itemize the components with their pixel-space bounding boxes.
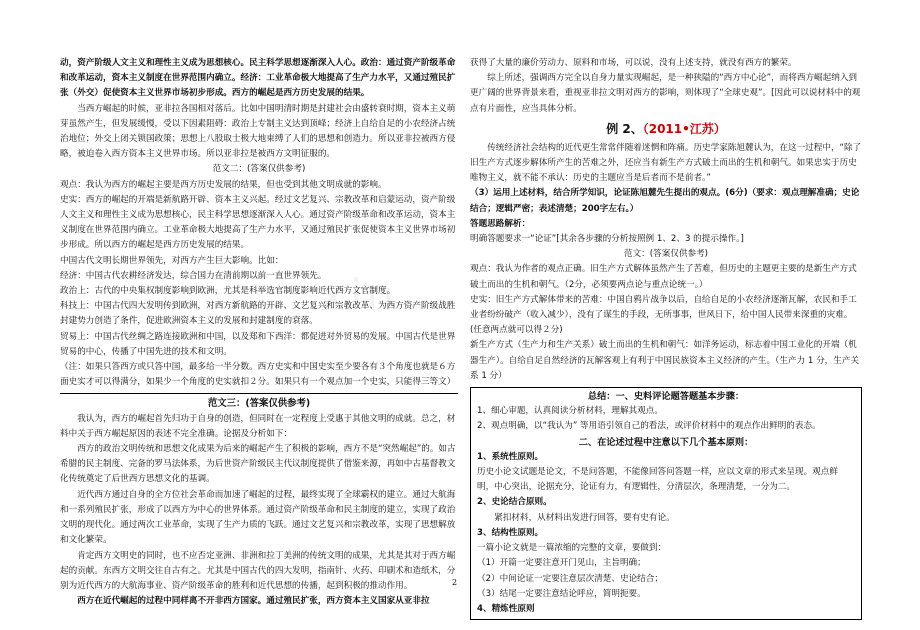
watermark: xin — [320, 270, 399, 321]
question-prompt: （3）运用上述材料，结合所学知识，论证陈旭麓先生提出的观点。(6分)（要求：观点理解准确；史论结合；逻辑严密；表述清楚；200字左右。） — [470, 188, 860, 214]
page-number: 2 — [452, 578, 458, 587]
essay2-viewpoint: 观点：我认为西方的崛起主要是西方历史发展的结果，但也受到其他文明成就的影响。 — [60, 179, 387, 190]
summary-box — [470, 387, 862, 620]
model-essay-title: 范文：(答案仅供参考) — [623, 249, 709, 260]
example-2-label: 例 2、 — [606, 121, 643, 136]
essay3-paragraph-4: 肯定西方文明史的同时，也不应否定亚洲、非洲和拉丁美洲的传统文明的成果，尤其是其对于西方崛起的贡献。东西方文明交往自古有之。尤其是中国古代的四大发明，指南针、火药、印刷术和造纸术，分别为近代西方的大航海事业、资产阶级革命的胜利和近代思想的传播，起到积极的推动作用。 — [60, 550, 456, 591]
right-paragraph-2: 综上所述，强调西方完全以自身力量实现崛起，是一种狭隘的“西方中心论”，而将西方崛起纳入到更广阔的世界背景来看，重视亚非拉文明对西方的影响，则体现了“全球史观”。[因此可以说材料中的观点有片面性，应当具体分析。 — [470, 73, 861, 114]
left-paragraph-2: 当西方崛起的时候，亚非拉各国相对落后。比如中国明清时期是封建社会由盛转衰时期，资本主义萌芽虽然产生，但发展缓慢，受以下因素阻碍：政治上专制主义达到顶峰；经济上自给自足的小农经济占统治地位；外交上闭关锁国政策；思想上八股取士极大地束缚了人们的思想和创造力。所以亚非拉被西方侵略，被迫卷入西方资本主义世界市场。所以亚非拉是被西方文明征服的。 — [60, 103, 456, 160]
left-paragraph-1: 动，资产阶级人文主义和理性主义成为思想核心。民主科学思想逐渐深入人心。政治：通过资产阶级革命和改革运动，资本主义制度在世界范围内确立。经济：工业革命极大地提高了生产力水平，又通过殖民扩张（外交）促使资本主义世界市场初步形成。西方的崛起是西方历史发展的结果。 — [60, 58, 456, 99]
essay2-note: （注：如果只答西方或只答中国，最多给一半分数。西方史实和中国史实至少要各有３个角度也就是６方面史实才可以得满分，如果少一个角度的史实就扣２分。如果只有一个观点加一个史实，只能得三等文） — [60, 362, 456, 388]
essay2-technology: 科技上：中国古代四大发明传到欧洲，对西方新航路的开辟、文艺复兴和宗教改革、为西方资产阶级战胜封建势力创造了条件，促进欧洲资本主义的发展和封建制度的衰落。 — [60, 301, 456, 327]
right-column — [470, 56, 862, 620]
essay2-facts: 史实：西方的崛起的开端是新航路开辟、资本主义兴起。经过文艺复兴、宗教改革和启蒙运动，资产阶级人文主义和理性主义成为思想核心，民主科学思想逐渐深入人心。通过资产阶级革命和改革运动，资本主义制度在世界范围内确立。工业革命极大地提高了生产力水平，又通过殖民扩张促使资本主义世界市场初步形成。所以西方的崛起是西方历史发展的结果。 — [60, 194, 456, 251]
essay3-paragraph-1: 我认为，西方的崛起首先归功于自身的创造，但同时在一定程度上受惠于其他文明的成就。总之，材料中关于西方崛起原因的表述不完全准确。论据及分析如下： — [60, 413, 456, 439]
analysis-title: 答题思路解析： — [470, 218, 531, 229]
analysis-step: 明确答题要求一“论证”[其余各步骤的分析按照例 1、2、3 的提示操作。] — [470, 234, 744, 245]
principle-2: 2、史论结合原则。 — [477, 497, 552, 508]
question-material: 传统经济社会结构的近代更生常常伴随着迷惘和阵痛。历史学家陈旭麓认为，在这一过程中，“除了旧生产方式逐步解体所产生的苦难之外，还应当有新生产方式破土而出的生机和朝气。如果忠实于历史唯物主义，就不能不承认：历史的主题应当是后者而不是前者。” — [470, 142, 862, 184]
model-essay-3-title: 范文三：(答案仅供参考) — [207, 398, 311, 410]
example-2-year: （2011•江苏） — [642, 121, 726, 136]
divider — [60, 393, 458, 394]
essay-new-mode: 新生产方式（生产力和生产关系）破土而出的生机和朝气：如洋务运动，标志着中国工业化的开端（机器生产）。自给自足自然经济的瓦解客观上有利于中国民族资本主义经济的产生。（生产力 1 分，生产关系 1 分） — [470, 340, 860, 381]
summary-step-1: 1、细心审题，认真阅读分析材料，理解其观点。 — [477, 406, 663, 417]
essay2-trade: 贸易上：中国古代丝绸之路连接欧洲和中国，以及郑和下西洋：都促进对外贸易的发展。中国古代是世界贸易的中心，传播了中国先进的技术和文明。 — [60, 331, 456, 357]
principle-3-item-1: （1）开篇一定要注意开门见山，主旨明确； — [477, 558, 646, 569]
model-essay-2-title: 范文二：(答案仅供参考) — [212, 164, 306, 175]
example-2-heading — [470, 119, 862, 139]
essay-viewpoint: 观点：我认为作者的观点正确。旧生产方式解体虽然产生了苦难，但历史的主题更主要的是新生产方式破土而出的生机和朝气。（2分，必须要两点论与重点论统一。） — [470, 264, 857, 290]
principle-1: 1、系统性原则。 — [477, 451, 544, 462]
essay3-paragraph-3: 近代西方通过自身的全方位社会革命而加速了崛起的过程，最终实现了全球霸权的建立。通过大航海和一系列殖民扩张，形成了以西方为中心的世界体系。通过资产阶级革命和民主制度的建立，实现了政治文明的现代化。通过两次工业革命，实现了生产力质的飞跃。通过文艺复兴和宗教改革，实现了思想解放和文化繁荣。 — [60, 489, 456, 546]
summary-step-2: 2、观点明确，以“我认为” 等用语引领自己的看法，或评价材料中的观点作出鲜明的表态。 — [477, 421, 821, 432]
essay2-economy: 经济：中国古代农耕经济发达，综合国力在清前期以前一直世界领先。 — [60, 270, 327, 281]
essay2-china-intro: 中国古代文明长期世界领先，对西方产生巨大影响。比如： — [60, 255, 284, 266]
left-column — [60, 56, 458, 609]
principle-3: 3、结构性原则。 — [477, 527, 544, 538]
principle-3-item-3: （3）结尾一定要注意结论呼应，简明扼要。 — [477, 588, 646, 599]
principle-3-detail: 一篇小论文就是一篇浓缩的完整的文章，要做到： — [477, 543, 667, 554]
principle-4: 4、精炼性原则 — [477, 603, 535, 614]
essay-facts: 史实：旧生产方式解体带来的苦难：中国自鸦片战争以后，自给自足的小农经济逐渐瓦解，农民和手工业者纷纷破产（收入减少），没有了谋生的手段，无所事事，世风日下，给中国人民带来深重的灾难。(任意两点就可以得２分) — [470, 294, 857, 336]
essay3-paragraph-5: 西方在近代崛起的过程中同样离不开非西方国家。通过殖民扩张，西方资本主义国家从亚非拉 — [77, 596, 430, 607]
summary-title-1: 总结：一、史料评论题答题基本步骤： — [587, 391, 745, 403]
principle-2-detail: 紧扣材料，从材料出发进行回答，要有史有论。 — [494, 512, 675, 523]
essay2-politics: 政治上：古代的中央集权制度影响到欧洲，尤其是科举选官制度影响近代西方文官制度。 — [60, 286, 396, 297]
principle-1-detail: 历史小论文试题是论文，不是问答题，不能像回答问答题一样，应以文章的形式来呈现。观点鲜明，中心突出，论据充分，论证有力，有逻辑性，分清层次，条理清楚，一分为二。 — [477, 467, 838, 493]
principle-3-item-2: （2）中间论证一定要注意层次清楚、史论结合； — [477, 573, 663, 584]
summary-title-2: 二、在论述过程中注意以下几个基本原则： — [578, 436, 754, 448]
right-paragraph-1: 获得了大量的廉价劳动力、原料和市场，可以说，没有上述支持，就没有西方的繁荣。 — [470, 58, 797, 68]
essay3-paragraph-2: 西方的政治文明传统和思想文化成果为后来的崛起产生了积极的影响，西方不是“突然崛起”的。如古希腊的民主制度、完备的罗马法体系，为后世资产阶级民主代议制度提供了借鉴来源，再如中古基督教文化传统奠定了后世西方思想文化的基调。 — [60, 444, 456, 485]
